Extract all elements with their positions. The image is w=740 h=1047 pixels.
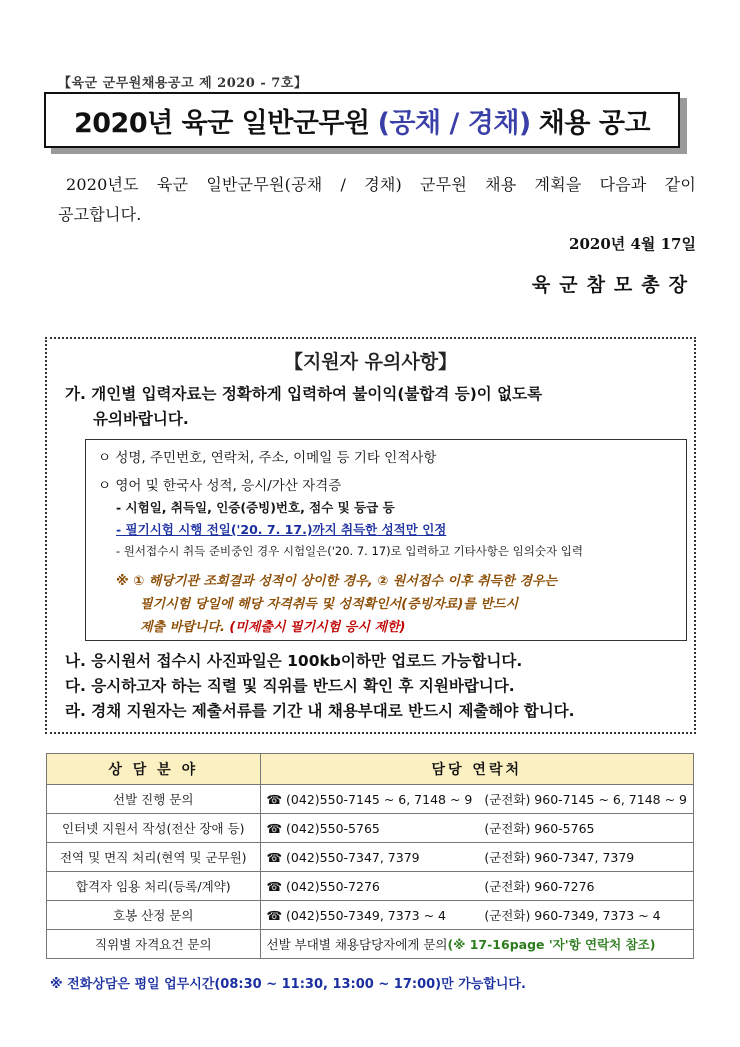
announcement-date: 2020년 4월 17일: [569, 235, 696, 253]
row-military-phone: (군전화) 960-7276: [478, 872, 693, 901]
issuer: 육군참모총장: [531, 274, 696, 296]
table-row: [47, 843, 694, 872]
row-phone: ☎ (042)550-7276: [260, 872, 478, 901]
personal-info-box: [85, 439, 687, 641]
warning-line-3: [140, 616, 406, 635]
notice-item-ga: 가. 개인별 입력자료는 정확하게 입력하여 불이익(불합격 등)이 없도록: [65, 385, 543, 403]
sub-exam-info: - 시험일, 취득일, 인증(증빙)번호, 점수 및 등급 등: [116, 500, 395, 515]
warning-restriction: (미제출시 필기시험 응시 제한): [229, 620, 406, 635]
bullet-personal-info: ㅇ 성명, 주민번호, 연락처, 주소, 이메일 등 기타 인적사항: [98, 450, 437, 466]
header-consult-field: 상 담 분 야: [47, 754, 261, 785]
title-highlight: (공채 / 경채): [377, 107, 531, 139]
row-contact: [260, 930, 693, 959]
contact-table: [46, 753, 694, 959]
row-field: 선발 진행 문의: [47, 785, 261, 814]
phone-hours-note: ※ 전화상담은 평일 업무시간(08:30 ~ 11:30, 13:00 ~ 17:00)만 가능합니다.: [50, 977, 526, 992]
contact-reference: (※ 17-16page '자'항 연락처 참조): [447, 937, 656, 952]
row-military-phone: (군전화) 960-5765: [478, 814, 693, 843]
row-phone: ☎ (042)550-7347, 7379: [260, 843, 478, 872]
notice-item-na: 나. 응시원서 접수시 사진파일은 100kb이하만 업로드 가능합니다.: [65, 652, 523, 670]
page-title: [44, 92, 680, 148]
table-row: [47, 785, 694, 814]
header-contact: 담당 연락처: [260, 754, 693, 785]
row-military-phone: (군전화) 960-7349, 7373 ~ 4: [478, 901, 693, 930]
row-phone: ☎ (042)550-5765: [260, 814, 478, 843]
contact-text: 선발 부대별 채용담당자에게 문의: [266, 937, 448, 952]
bullet-scores: ㅇ 영어 및 한국사 성적, 응시/가산 자격증: [98, 478, 342, 494]
notice-item-ra: 라. 경채 지원자는 제출서류를 기간 내 채용부대로 반드시 제출해야 합니다.: [65, 702, 575, 720]
row-field: 호봉 산정 문의: [47, 901, 261, 930]
row-phone: ☎ (042)550-7349, 7373 ~ 4: [260, 901, 478, 930]
notice-title: 【지원자 유의사항】: [283, 351, 458, 373]
sub-pending-cert: - 원서접수시 취득 준비중인 경우 시험일은('20. 7. 17)로 입력하고 기타사항은 임의숫자 입력: [116, 544, 583, 558]
title-suffix: 채용 공고: [538, 107, 650, 139]
warning-line-2: 필기시험 당일에 해당 자격취득 및 성적확인서(증빙자료)를 반드시: [140, 597, 519, 612]
sub-score-cutoff: - 필기시험 시행 전일('20. 7. 17.)까지 취득한 성적만 인정: [116, 522, 447, 537]
table-row: [47, 872, 694, 901]
intro-line-1: 2020년도 육군 일반군무원(공채 / 경채) 군무원 채용 계획을 다음과 같이: [66, 175, 696, 194]
row-military-phone: (군전화) 960-7347, 7379: [478, 843, 693, 872]
row-phone: ☎ (042)550-7145 ~ 6, 7148 ~ 9: [260, 785, 478, 814]
row-field: 전역 및 면직 처리(현역 및 군무원): [47, 843, 261, 872]
table-row: [47, 814, 694, 843]
applicant-notice-box: [45, 337, 696, 734]
intro-line-2: 공고합니다.: [58, 205, 142, 224]
table-header-row: [47, 754, 694, 785]
announcement-number: 【육군 군무원채용공고 제 2020 - 7호】: [58, 76, 308, 91]
row-field: 인터넷 지원서 작성(전산 장애 등): [47, 814, 261, 843]
warning-submit: 제출 바랍니다.: [140, 620, 225, 635]
title-main: 2020년 육군 일반군무원: [73, 107, 370, 139]
warning-line-1: ※ ① 해당기관 조회결과 성적이 상이한 경우, ② 원서접수 이후 취득한 경우는: [116, 574, 557, 589]
row-field: 직위별 자격요건 문의: [47, 930, 261, 959]
row-military-phone: (군전화) 960-7145 ~ 6, 7148 ~ 9: [478, 785, 693, 814]
row-field: 합격자 임용 처리(등록/계약): [47, 872, 261, 901]
notice-item-ga-cont: 유의바랍니다.: [93, 410, 189, 428]
notice-item-da: 다. 응시하고자 하는 직렬 및 직위를 반드시 확인 후 지원바랍니다.: [65, 677, 515, 695]
table-row: [47, 930, 694, 959]
intro-paragraph: [58, 170, 696, 230]
table-row: [47, 901, 694, 930]
